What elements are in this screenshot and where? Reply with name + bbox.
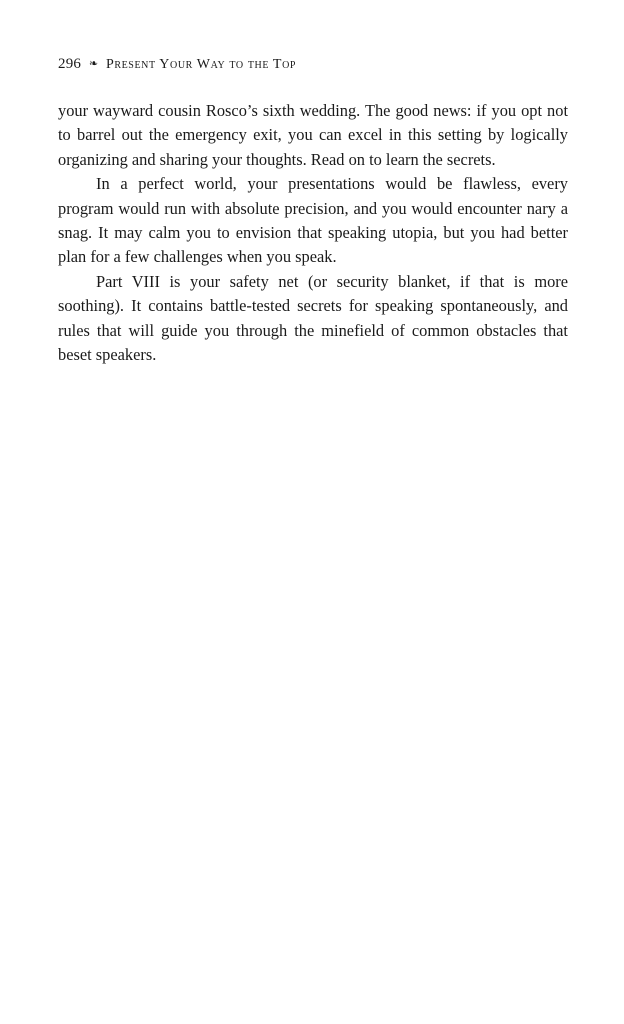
- paragraph: Part VIII is your safety net (or security blanket, if that is more soothing). It contains battle-tested secrets for speaking spontaneously, and rules that will guide you through the minefield of common obstacles that beset speakers.: [58, 271, 568, 365]
- page-number: 296: [58, 56, 82, 72]
- fleuron-icon: ❧: [88, 57, 99, 70]
- running-header: [58, 54, 568, 75]
- running-title: Present Your Way to the Top: [105, 57, 297, 72]
- paragraph-continued: your wayward cousin Rosco’s sixth wedding. The good news: if you opt not to barrel out the emergency exit, you can excel in this setting by logically organizing and sharing your thoughts. Read on to learn the secrets.: [58, 101, 568, 169]
- body-text: [58, 99, 568, 367]
- book-page: [58, 54, 568, 367]
- paragraph: In a perfect world, your presentations would be flawless, every program would run with absolute precision, and you would encounter nary a snag. It may calm you to envision that speaking utopia, but you had better plan for a few challenges when you speak.: [58, 174, 568, 267]
